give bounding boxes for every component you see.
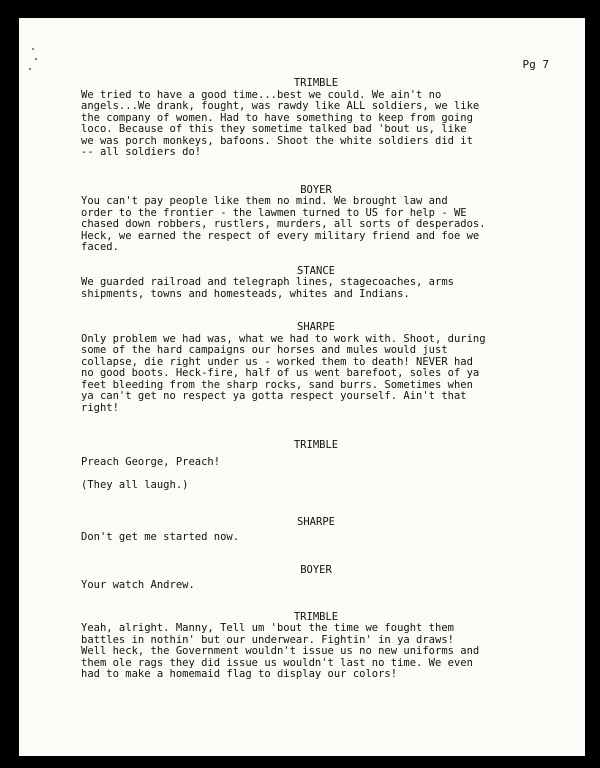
dialogue-line: order to the frontier - the lawmen turned to US for help - WE (81, 206, 467, 219)
dialogue-line: loco. Because of this they sometime talked bad 'bout us, like (81, 123, 467, 135)
dialogue-line: we was porch monkeys, bafoons. Shoot the white soldiers did it (81, 134, 473, 147)
dialogue-line: faced. (81, 241, 119, 253)
dialogue-line: We tried to have a good time...best we could. We ain't no (81, 88, 442, 101)
speaker-name: SHARPE (297, 515, 335, 528)
dialogue-line: feet bleeding from the sharp rocks, sand burrs. Sometimes when (81, 378, 473, 391)
scan-speck (32, 48, 34, 50)
dialogue-line: collapse, die right under us - worked them to death! NEVER had (81, 355, 473, 368)
dialogue-line: shipments, towns and homesteads, whites and Indians. (81, 287, 410, 300)
dialogue-line: Don't get me started now. (81, 531, 240, 543)
dialogue-line: We guarded railroad and telegraph lines, stagecoaches, arms (81, 276, 454, 288)
dialogue-line: no good boots. Heck-fire, half of us went barefoot, soles of ya (81, 367, 480, 379)
stage-direction: (They all laugh.) (81, 479, 189, 491)
dialogue-line: Only problem we had was, what we had to work with. Shoot, during (81, 332, 486, 345)
dialogue-line: You can't pay people like them no mind. We brought law and (81, 195, 448, 207)
dialogue-line: chased down robbers, rustlers, murders, all sorts of desperados. (81, 218, 486, 230)
dialogue-line: right! (81, 401, 119, 414)
dialogue-line: ya can't get no respect ya gotta respect yourself. Ain't that (81, 390, 467, 402)
dialogue-line: had to make a homemaid flag to display our colors! (81, 668, 398, 680)
speaker-name: TRIMBLE (293, 439, 339, 451)
speaker-name: SHARPE (297, 321, 335, 333)
dialogue-line: battles in nothin' but our underwear. Fightin' in ya draws! (81, 633, 454, 646)
speaker-name: TRIMBLE (293, 77, 339, 89)
dialogue-line: them ole rags they did issue us wouldn't last no time. We even (81, 656, 473, 669)
speaker-name: BOYER (300, 183, 332, 196)
speaker-name: TRIMBLE (293, 610, 339, 623)
dialogue-line: some of the hard campaigns our horses and mules would just (81, 344, 448, 356)
speaker-name: STANCE (297, 264, 335, 277)
dialogue-line: Heck, we earned the respect of every military friend and foe we (81, 229, 480, 242)
dialogue-line: angels...We drank, fought, was rawdy like ALL soldiers, we like (81, 100, 480, 112)
script-page (19, 18, 585, 756)
page-number: Pg 7 (522, 58, 549, 71)
dialogue-line: the company of women. Had to have something to keep from going (81, 111, 473, 124)
dialogue-line: -- all soldiers do! (81, 146, 202, 158)
scan-speck (29, 68, 31, 70)
dialogue-line: Preach George, Preach! (81, 455, 221, 468)
speaker-name: BOYER (300, 563, 332, 576)
dialogue-line: Yeah, alright. Manny, Tell um 'bout the time we fought them (81, 622, 454, 634)
dialogue-line: Well heck, the Government wouldn't issue us no new uniforms and (81, 645, 480, 657)
script-body (81, 78, 551, 681)
scan-speck (35, 58, 37, 60)
dialogue-line: Your watch Andrew. (81, 579, 195, 591)
